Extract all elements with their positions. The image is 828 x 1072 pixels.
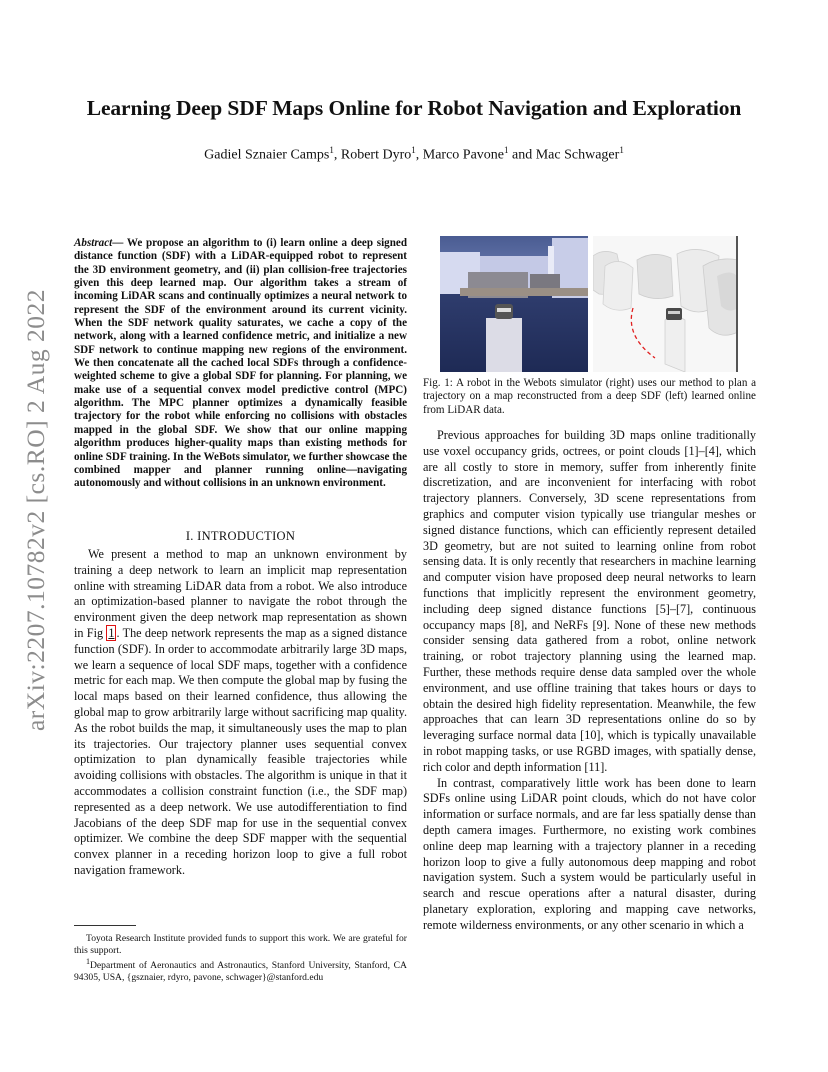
caption-paragraph <box>423 377 756 417</box>
figure-caption <box>423 377 756 417</box>
affiliation-text: Department of Aeronautics and Astronautics, Stanford University, Stanford, CA 94305, USA, {gsznaier, rdyro, pavone, schwager}@stanford.edu <box>74 960 407 983</box>
footnotes <box>74 933 407 984</box>
robot-body <box>486 318 522 372</box>
figure-divider <box>589 236 591 372</box>
sdf-reconstruction-view <box>593 236 738 372</box>
intro-body <box>74 547 407 879</box>
author-separator: , <box>333 147 341 163</box>
author-name: Robert Dyro <box>340 147 412 163</box>
intro-text: We present a method to map an unknown environment by training a deep network to learn an implicit map representation online with streaming LiDAR data from a robot. We also introduce an optimization-based planner to navigate the robot through the environment given the deep network map representation as shown in Fig <box>74 547 407 640</box>
figure-1 <box>440 236 738 372</box>
affiliation-mark: 1 <box>86 957 90 967</box>
footnote-rule <box>74 925 136 926</box>
caption-label: Fig. 1: <box>423 377 453 389</box>
author-separator: and <box>508 147 536 163</box>
section-heading <box>74 529 407 544</box>
affiliation-mark: 1 <box>504 145 509 155</box>
affiliation-mark: 1 <box>619 145 624 155</box>
affiliation-mark: 1 <box>329 145 334 155</box>
abstract-text: — We propose an algorithm to (i) learn online a deep signed distance function (SDF) with a LiDAR-equipped robot to represent the 3D environment geometry, and (ii) plan collision-free trajectories given this deep learned map. Our algorithm takes a stream of incoming LiDAR scans and continually optimizes a neural network to represent the SDF of the environment around its current vicinity. When the SDF network quality saturates, we cache a copy of the network, along with a learned confidence metric, and initialize a new SDF network to continue mapping new regions of the environment. We then concatenate all the cached local SDFs through a confidence-weighted scheme to give a global SDF for planning. For planning, we make use of a sequential convex model predictive control (MPC) algorithm. The MPC planner optimizes a dynamically feasible trajectory for the robot while enforcing no collisions with obstacles mapped in the global SDF. We show that our online mapping algorithm produces higher-quality maps than existing methods for online SDF training. In the WeBots simulator, we further showcase the combined mapper and planner running online—navigating autonomously and without collisions in an unknown environment. <box>74 237 407 490</box>
author-list <box>40 145 788 164</box>
webots-simulator-view <box>440 236 588 372</box>
intro-paragraph <box>74 547 407 879</box>
affiliation-footnote <box>74 956 407 983</box>
affiliation-mark: 1 <box>411 145 416 155</box>
author-name: Gadiel Sznaier Camps <box>204 147 330 163</box>
abstract-label: Abstract <box>74 237 113 249</box>
arxiv-stamp: arXiv:2207.10782v2 [cs.RO] 2 Aug 2022 <box>21 288 50 732</box>
body-paragraph: In contrast, comparatively little work has been done to learn SDFs online using LiDAR point clouds, which do not have color information or surface normals, and are far less spatially dense than depth camera images. Furthermore, no existing work combines online deep map learning with a trajectory planner in a receding horizon loop to give a fully autonomous deep mapping and robot navigation system. Such a system would be particularly useful in search and rescue operations after a natural disaster, during planetary exploration, exploring and mapping cave networks, remote wilderness environments, or any other scenario in which a <box>423 775 756 932</box>
funding-footnote: Toyota Research Institute provided funds to support this work. We are grateful for this support. <box>74 933 407 956</box>
section-number: I. <box>185 529 198 543</box>
caption-text: A robot in the Webots simulator (right) uses our method to plan a trajectory on a map reconstructed from a deep SDF (left) learned online from LiDAR data. <box>423 377 756 416</box>
author-name: Marco Pavone <box>422 147 505 163</box>
sdf-map-image <box>593 236 738 372</box>
right-column-body <box>423 428 756 934</box>
author-name: Mac Schwager <box>535 147 620 163</box>
section-title-rest: NTRODUCTION <box>201 529 296 543</box>
author-separator: , <box>415 147 423 163</box>
webots-scene-image <box>440 236 588 372</box>
section-title-initial: I <box>197 529 202 543</box>
paper-title: Learning Deep SDF Maps Online for Robot Navigation and Exploration <box>86 96 742 120</box>
intro-text: . The deep network represents the map as a signed distance function (SDF). In order to accommodate arbitrarily large 3D maps, we learn a sequence of local SDF maps, together with a confidence metric for each map. We then compute the global map by fusing the local maps based on their learned confidence, thus allowing the global map to grow arbitrarily large without sacrificing map quality. As the robot builds the map, it simultaneously uses the map to plan its trajectories. Our trajectory planner uses sequential convex optimization to plan dynamically feasible trajectories while avoiding collisions with obstacles. The algorithm is unique in that it accommodates a collision constraint function (i.e., the SDF map) represented as a deep network. We use autodifferentiation to find Jacobians of the deep SDF map for use in the sequential convex optimizer. We combine the deep SDF mapper with the sequential convex planner in a receding horizon loop to give a full robot navigation framework. <box>74 625 407 877</box>
body-paragraph: Previous approaches for building 3D maps online traditionally use voxel occupancy grids, octrees, or point clouds [1]–[4], which are all costly to store in memory, suffer from inherently finite discretization, and are inconvenient for interfacing with robot trajectory planners. Conversely, 3D scene representations from graphics and computer vision typically use triangular meshes or signed distance functions, which can efficiently represent detailed 3D geometry, but are not suited to learning online from robot sensing data. It is only recently that researchers in machine learning and computer vision have proposed deep neural networks to learn functions that implicitly represent the environment geometry, including deep signed distance functions [5]–[7], continuous occupancy maps [8], and NeRFs [9]. None of these new methods consider sensing data gathered from a robot, online network training, or robot trajectory planning using the learned map. Further, these methods require dense data sampled over the whole environment, and use offline training that takes hours or days to obtain the desired high fidelity representation. Meanwhile, the few approaches that can learn 3D representations online do so by leveraging surface normal data [10], which is typically unavailable in robot mapping tasks, or use RGBD images, with spatially dense, rich color and depth information [11]. <box>423 428 756 774</box>
abstract <box>74 237 407 491</box>
figure-reference-link[interactable]: 1 <box>108 625 115 640</box>
